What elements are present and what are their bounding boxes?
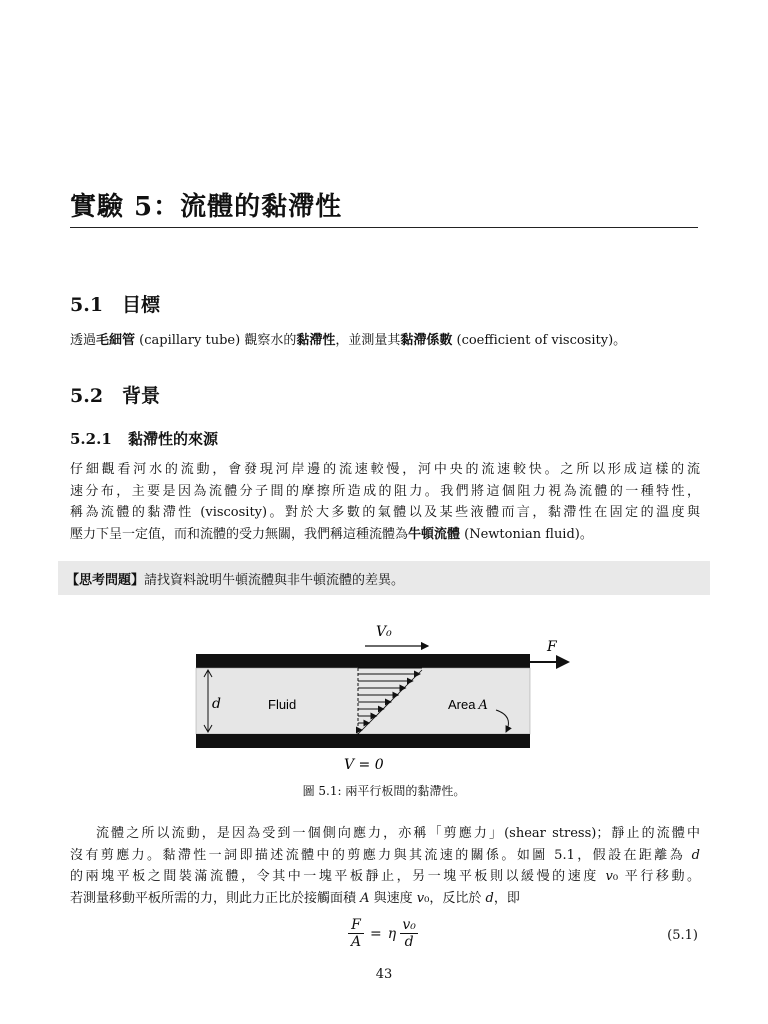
math-symbol: d <box>485 890 494 906</box>
text-run: 壓力下呈一定值，而和流體的受力無關，我們稱這種流體為 <box>70 526 409 542</box>
paragraph-line: 稱為流體的黏滯性 (viscosity)。對於大多數的氣體以及某些液體而言，黏滯性在固定的溫度與 <box>70 505 700 520</box>
subsection-heading-origin <box>70 428 218 449</box>
body-paragraph <box>70 823 700 909</box>
chapter-title: 實驗 5：流體的黏滯性 <box>70 192 343 222</box>
section-heading-goal <box>70 290 160 317</box>
eq-rhs-numerator: v₀ <box>402 917 416 933</box>
bold-term: 黏滯性 <box>296 333 336 348</box>
page-number: 43 <box>375 967 393 982</box>
equation-5-1 <box>0 915 768 960</box>
equation-number: (5.1) <box>667 928 698 943</box>
section-number: 5.1 <box>70 294 104 316</box>
text-run: ，反比於 <box>429 890 486 906</box>
text-run: ₀ <box>612 869 619 884</box>
text-run: (coefficient of viscosity)。 <box>452 333 627 348</box>
text-run: 流體之所以流動，是因為受到一個側向應力，亦稱「剪應力」(shear stress)；靜止的流體中 <box>96 826 700 841</box>
figure-caption: 圖 5.1: 兩平行板間的黏滯性。 <box>302 784 466 798</box>
velocity-v0-label: V₀ <box>376 624 392 640</box>
text-run: ，並測量其 <box>335 333 401 348</box>
paragraph-line <box>70 845 700 867</box>
bottom-plate <box>196 734 530 748</box>
paragraph-line <box>70 330 700 352</box>
top-plate <box>196 654 530 668</box>
eq-lhs-denominator: A <box>350 934 362 950</box>
bold-term: 黏滯係數 <box>400 333 453 348</box>
text-run: 平行移動。 <box>618 869 700 884</box>
text-run: 若測量移動平板所需的力，則此力正比於接觸面積 <box>70 890 361 906</box>
math-symbol: v <box>416 890 425 906</box>
paragraph-line <box>70 866 700 888</box>
text-run: (capillary tube) 觀察水的 <box>135 333 297 348</box>
eq-lhs-numerator: F <box>351 917 361 933</box>
origin-paragraph <box>70 459 700 545</box>
math-symbol: v <box>605 869 613 884</box>
think-question <box>66 569 404 588</box>
bold-term: 牛頓流體 <box>408 526 461 542</box>
text-run: 的兩塊平板之間裝滿流體，令其中一塊平板靜止，另一塊平板則以緩慢的速度 <box>70 869 606 884</box>
paragraph-line <box>70 823 700 845</box>
text-run: (Newtonian fluid)。 <box>460 526 593 542</box>
force-f-label: F <box>547 639 557 655</box>
text-run: ，即 <box>493 890 520 906</box>
goal-paragraph <box>70 330 700 352</box>
paragraph-line: 速分布，主要是因為流體分子間的摩擦所造成的阻力。我們將這個阻力視為流體的一種特性， <box>70 483 700 499</box>
paragraph-line <box>70 524 700 546</box>
eq-equals: = <box>370 925 382 942</box>
eq-eta: η <box>387 925 397 942</box>
area-label: Area A <box>448 697 488 713</box>
paragraph-line <box>70 888 700 910</box>
fluid-label: Fluid <box>268 697 297 712</box>
text-run: 透過 <box>70 333 97 348</box>
math-symbol: d <box>691 847 700 863</box>
gap-d-label: d <box>212 696 221 712</box>
bottom-velocity-label: V = 0 <box>344 757 384 773</box>
section-number: 5.2 <box>70 385 104 407</box>
text-run: ₀ <box>424 890 430 906</box>
section-heading-background <box>70 381 160 408</box>
subsection-title: 黏滯性的來源 <box>128 430 219 448</box>
eq-rhs-denominator: d <box>404 934 414 950</box>
think-question-text: 請找資料說明牛頓流體與非牛頓流體的差異。 <box>144 573 405 588</box>
chapter-title-rule <box>70 227 698 228</box>
math-symbol: A <box>360 890 370 906</box>
bold-term: 毛細管 <box>96 333 136 348</box>
text-run: 沒有剪應力。黏滯性一詞即描述流體中的剪應力與其流速的關係。如圖 5.1，假設在距離為 <box>70 847 692 863</box>
parallel-plates-figure <box>190 618 590 778</box>
think-question-label: 【思考問題】 <box>66 573 145 588</box>
section-title: 背景 <box>122 385 161 407</box>
section-title: 目標 <box>122 294 161 316</box>
paragraph-line: 仔細觀看河水的流動，會發現河岸邊的流速較慢，河中央的流速較快。之所以形成這樣的流 <box>70 462 700 477</box>
subsection-number: 5.2.1 <box>70 430 112 448</box>
text-run: 與速度 <box>369 890 417 906</box>
